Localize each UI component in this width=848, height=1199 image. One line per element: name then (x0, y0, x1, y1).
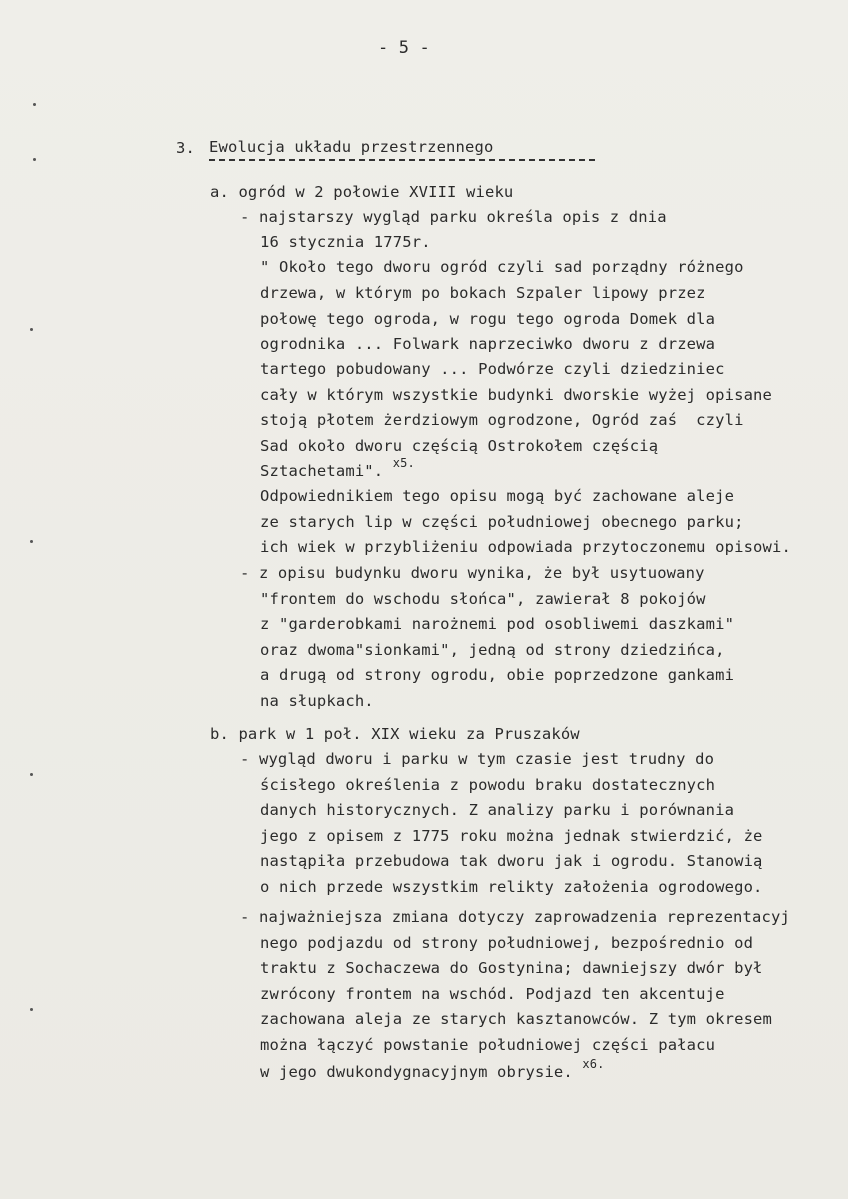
text-line: " Około tego dworu ogród czyli sad porządny różnego (260, 258, 744, 276)
text-line: nastąpiła przebudowa tak dworu jak i ogrodu. Stanowią (260, 852, 763, 870)
text-line: nego podjazdu od strony południowej, bezpośrednio od (260, 934, 754, 952)
text-line: - wygląd dworu i parku w tym czasie jest trudny do (240, 750, 715, 768)
text-line: - najważniejsza zmiana dotyczy zaprowadzenia reprezentacyj (240, 908, 790, 926)
text-line: Odpowiednikiem tego opisu mogą być zachowane aleje (260, 487, 735, 505)
text-line: stoją płotem żerdziowym ogrodzone, Ogród zaś czyli (260, 411, 744, 429)
text-line: tartego pobudowany ... Podwórze czyli dziedziniec (260, 360, 725, 378)
subsection-a-heading: a. ogród w 2 połowie XVIII wieku (210, 183, 514, 201)
text-line: traktu z Sochaczewa do Gostynina; dawniejszy dwór był (260, 959, 763, 977)
text-line: ścisłego określenia z powodu braku dostatecznych (260, 776, 716, 794)
text-line: Sad około dworu częścią Ostrokołem częścią (260, 437, 659, 455)
margin-mark (30, 773, 33, 776)
text-line: ze starych lip w części południowej obecnego parku; (260, 513, 744, 531)
final-sentence: w jego dwukondygnacyjnym obrysie. (260, 1063, 573, 1081)
text-line: na słupkach. (260, 692, 374, 710)
text-line: zachowana aleja ze starych kasztanowców. Z tym okresem (260, 1010, 773, 1028)
text-line: o nich przede wszystkim relikty założenia ogrodowego. (260, 878, 763, 896)
text-line: - z opisu budynku dworu wynika, że był usytuowany (240, 564, 705, 582)
text-line: danych historycznych. Z analizy parku i porównania (260, 801, 735, 819)
text-line: z "garderobkami narożnemi pod osobliwemi daszkami" (260, 615, 735, 633)
margin-mark (30, 1008, 33, 1011)
margin-mark (33, 158, 36, 161)
text-line: drzewa, w którym po bokach Szpaler lipowy przez (260, 284, 706, 302)
text-line: ogrodnika ... Folwark naprzeciwko dworu z drzewa (260, 335, 716, 353)
section-number: 3. (176, 139, 195, 157)
text-line: połowę tego ogroda, w rogu tego ogroda Domek dla (260, 310, 716, 328)
section-title-underline (209, 159, 595, 161)
subsection-b-heading: b. park w 1 poł. XIX wieku za Pruszaków (210, 725, 580, 743)
text-line: jego z opisem z 1775 roku można jednak stwierdzić, że (260, 827, 763, 845)
quote-end: Sztachetami". (260, 462, 384, 480)
page-number: - 5 - (378, 38, 430, 58)
text-line: a drugą od strony ogrodu, obie poprzedzone gankami (260, 666, 735, 684)
footnote-marker: x5. (392, 456, 415, 470)
text-line: - najstarszy wygląd parku określa opis z dnia (240, 208, 667, 226)
text-line: "frontem do wschodu słońca", zawierał 8 pokojów (260, 590, 706, 608)
text-line: 16 stycznia 1775r. (260, 233, 431, 251)
text-line (260, 456, 415, 482)
footnote-marker: x6. (582, 1057, 605, 1071)
text-line: cały w którym wszystkie budynki dworskie wyżej opisane (260, 386, 773, 404)
text-line: zwrócony frontem na wschód. Podjazd ten akcentuje (260, 985, 725, 1003)
section-title: Ewolucja układu przestrzennego (209, 138, 494, 156)
margin-mark (30, 540, 33, 543)
text-line: ich wiek w przybliżeniu odpowiada przytoczonemu opisowi. (260, 538, 791, 556)
margin-mark (33, 103, 36, 106)
margin-mark (30, 328, 33, 331)
text-line: oraz dwoma"sionkami", jedną od strony dziedzińca, (260, 641, 725, 659)
text-line (260, 1057, 605, 1083)
text-line: można łączyć powstanie południowej części pałacu (260, 1036, 716, 1054)
